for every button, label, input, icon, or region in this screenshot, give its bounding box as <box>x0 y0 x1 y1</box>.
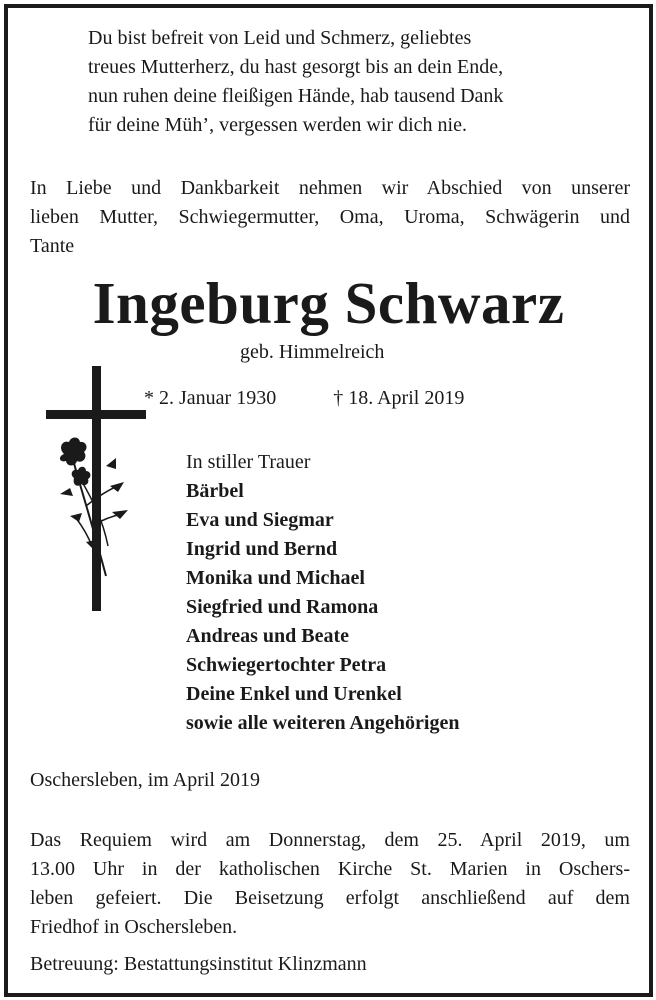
requiem-line: 13.00 Uhr in der katholischen Kirche St. Marien in Oschers- <box>30 858 630 880</box>
mourner-name: Andreas und Beate <box>186 625 349 647</box>
requiem-line: leben gefeiert. Die Beisetzung erfolgt anschließend auf dem <box>30 887 630 909</box>
maiden-name: geb. Himmelreich <box>240 341 385 363</box>
deceased-name: Ingeburg Schwarz <box>92 270 565 336</box>
memorial-poem <box>88 24 628 140</box>
funeral-home-credit: Betreuung: Bestattungsinstitut Klinzmann <box>30 953 367 975</box>
birth-date: * 2. Januar 1930 <box>144 387 277 409</box>
mourner-name: sowie alle weiteren Angehörigen <box>186 712 460 734</box>
poem-line: Du bist befreit von Leid und Schmerz, geliebtes <box>88 27 472 49</box>
poem-line: für deine Müh’, vergessen werden wir dich nie. <box>88 114 467 136</box>
mourner-name: Deine Enkel und Urenkel <box>186 683 402 705</box>
poem-line: treues Mutterherz, du hast gesorgt bis an dein Ende, <box>88 56 504 78</box>
requiem-line: Friedhof in Oschersleben. <box>30 916 238 938</box>
mourner-name: Bärbel <box>186 480 244 502</box>
obituary-notice <box>4 4 653 997</box>
life-dates <box>144 384 464 413</box>
intro-line: lieben Mutter, Schwiegermutter, Oma, Uroma, Schwägerin und <box>30 206 630 228</box>
place-and-date: Oschersleben, im April 2019 <box>30 769 260 791</box>
mourners-list <box>186 448 459 738</box>
intro-line: In Liebe und Dankbarkeit nehmen wir Abschied von unserer <box>30 177 630 199</box>
farewell-intro <box>30 174 630 261</box>
mourner-name: Siegfried und Ramona <box>186 596 379 618</box>
mourner-name: Schwiegertochter Petra <box>186 654 387 676</box>
cross-with-rose-icon <box>46 366 146 611</box>
requiem-notice <box>30 826 630 942</box>
mourner-name: Ingrid und Bernd <box>186 538 338 560</box>
mourner-name: Eva und Siegmar <box>186 509 334 531</box>
mourners-heading: In stiller Trauer <box>186 451 311 473</box>
requiem-line: Das Requiem wird am Donnerstag, dem 25. April 2019, um <box>30 829 630 851</box>
mourner-name: Monika und Michael <box>186 567 365 589</box>
poem-line: nun ruhen deine fleißigen Hände, hab tausend Dank <box>88 85 504 107</box>
death-date: † 18. April 2019 <box>333 387 465 409</box>
intro-line: Tante <box>30 235 75 257</box>
